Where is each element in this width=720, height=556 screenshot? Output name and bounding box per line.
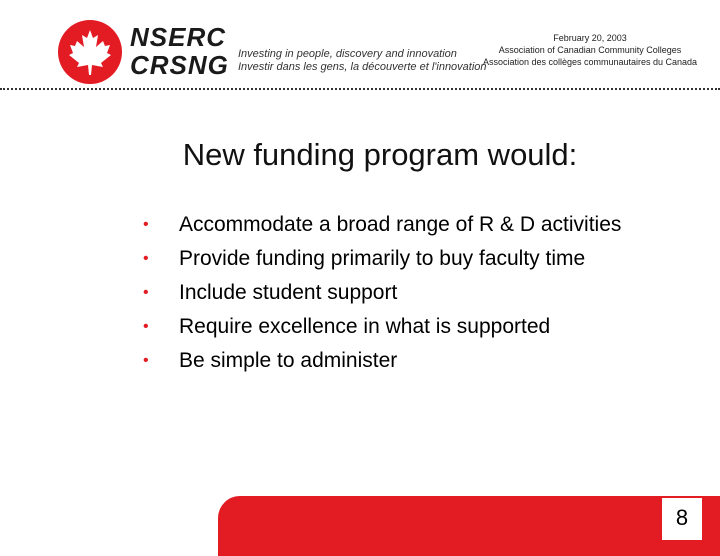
- bullet-text: Accommodate a broad range of R & D activities: [179, 213, 622, 236]
- bullet-item: [143, 212, 683, 238]
- tagline-fr: Investir dans les gens, la découverte et l'innovation: [238, 61, 487, 73]
- bullet-dot-icon: •: [143, 352, 149, 369]
- header-divider: [0, 88, 720, 90]
- footer-bar: [218, 496, 720, 556]
- presentation-date: February 20, 2003: [553, 33, 627, 43]
- logo-text-en: NSERC: [130, 22, 227, 52]
- bullet-list: [143, 212, 683, 382]
- bullet-dot-icon: •: [143, 284, 149, 301]
- logo-text-fr: CRSNG: [130, 50, 229, 80]
- bullet-item: [143, 280, 683, 306]
- organization-name-fr: Association des collèges communautaires du Canada: [482, 57, 698, 67]
- organization-name-en: Association of Canadian Community Colleges: [498, 45, 682, 55]
- maple-leaf-logo-icon: [58, 20, 122, 84]
- bullet-text: Require excellence in what is supported: [179, 315, 551, 338]
- bullet-dot-icon: •: [143, 250, 149, 267]
- bullet-text: Be simple to administer: [179, 349, 398, 372]
- slide-title: New funding program would:: [182, 137, 578, 172]
- bullet-dot-icon: •: [143, 318, 149, 335]
- bullet-text: Provide funding primarily to buy faculty time: [179, 247, 586, 270]
- header-meta: [480, 32, 700, 68]
- page-number: 8: [675, 505, 689, 530]
- bullet-text: Include student support: [179, 281, 398, 304]
- bullet-item: [143, 348, 683, 374]
- bullet-item: [143, 314, 683, 340]
- tagline-en: Investing in people, discovery and innovation: [238, 48, 457, 60]
- bullet-dot-icon: •: [143, 216, 149, 233]
- bullet-item: [143, 246, 683, 272]
